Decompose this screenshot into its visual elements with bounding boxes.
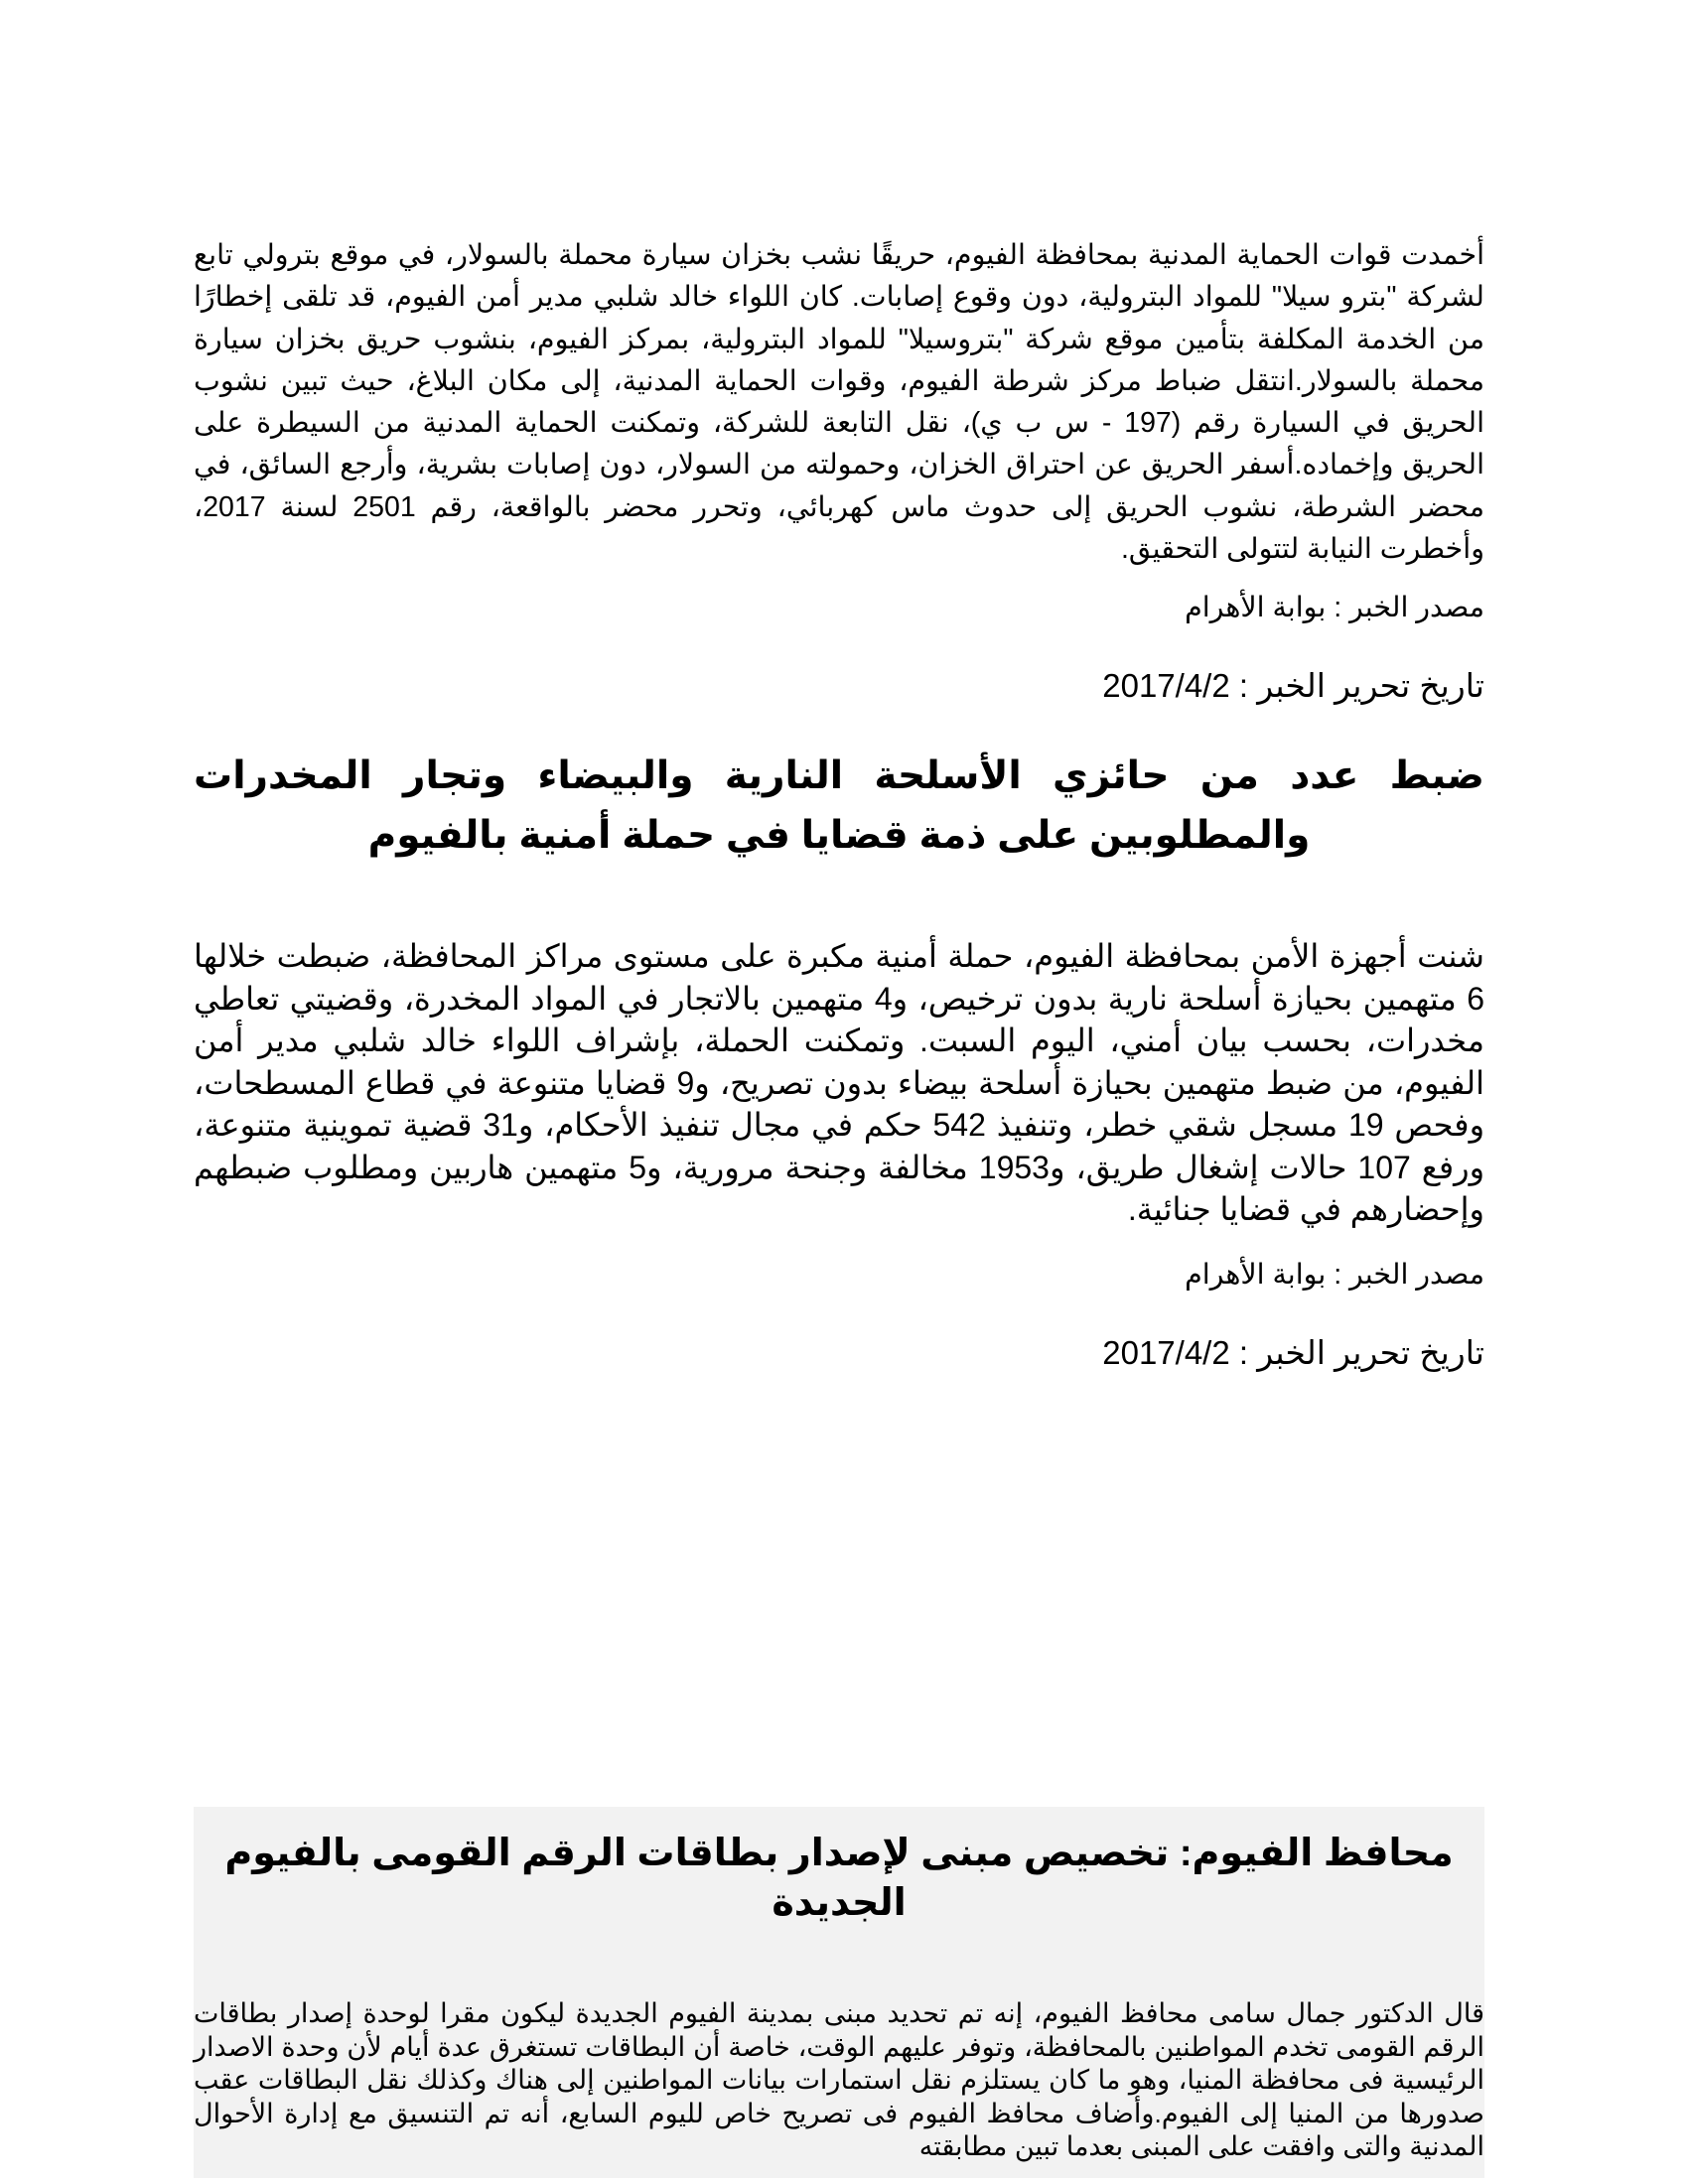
news-article-highlighted [194, 1807, 1484, 2178]
news-article [194, 234, 1484, 707]
article-headline: محافظ الفيوم: تخصيص مبنى لإصدار بطاقات الرقم القومى بالفيوم الجديدة [224, 1833, 1454, 1924]
article-date: تاريخ تحرير الخبر : 2017/4/2 [1102, 667, 1484, 705]
article-source: مصدر الخبر : بوابة الأهرام [1185, 1258, 1484, 1291]
article-date: تاريخ تحرير الخبر : 2017/4/2 [1102, 1333, 1484, 1371]
article-source: مصدر الخبر : بوابة الأهرام [1185, 592, 1484, 624]
document-page [194, 234, 1485, 2161]
article-body: قال الدكتور جمال سامى محافظ الفيوم، إنه تم تحديد مبنى بمدينة الفيوم الجديدة ليكون مقرا لوحدة إصدار بطاقات الرقم القومى تخدم المواطنين بالمحافظة، وتوفر عليهم الوقت، خاصة أن البطاقات تستغرق عدة أيام لأن وحدة الاصدار الرئيسية فى محافظة المنيا، وهو ما كان يستلزم نقل استمارات بيانات المواطنين إلى هناك وكذلك نقل البطاقات عقب صدورها من المنيا إلى الفيوم.وأضاف محافظ الفيوم فى تصريح خاص لليوم السابع، أنه تم التنسيق مع إدارة الأحوال المدنية والتى وافقت على المبنى بعدما تبين مطابقته [194, 1998, 1484, 2161]
article-body: أخمدت قوات الحماية المدنية بمحافظة الفيوم، حريقًا نشب بخزان سيارة محملة بالسولار، في موقع بترولي تابع لشركة "بترو سيلا" للمواد البترولية، دون وقوع إصابات. كان اللواء خالد شلبي مدير أمن الفيوم، قد تلقى إخطارًا من الخدمة المكلفة بتأمين موقع شركة "بتروسيلا" للمواد البترولية، بمركز الفيوم، بنشوب حريق بخزان سيارة محملة بالسولار.انتقل ضباط مركز شرطة الفيوم، وقوات الحماية المدنية، إلى مكان البلاغ، حيث تبين نشوب الحريق في السيارة رقم (197 - س ب ي)، نقل التابعة للشركة، وتمكنت الحماية المدنية من السيطرة على الحريق وإخماده.أسفر الحريق عن احتراق الخزان، وحمولته من السولار، دون إصابات بشرية، وأرجع السائق، في محضر الشرطة، نشوب الحريق إلى حدوث ماس كهربائي، وتحرر محضر بالواقعة، رقم 2501 لسنة 2017، وأخطرت النيابة لتتولى التحقيق. [194, 239, 1484, 566]
news-article [194, 747, 1484, 1374]
article-headline: ضبط عدد من حائزي الأسلحة النارية والبيضاء وتجار المخدرات والمطلوبين على ذمة قضايا في حملة أمنية بالفيوم [194, 754, 1484, 858]
article-body: شنت أجهزة الأمن بمحافظة الفيوم، حملة أمنية مكبرة على مستوى مراكز المحافظة، ضبطت خلالها 6 متهمين بحيازة أسلحة نارية بدون ترخيص، و4 متهمين بالاتجار في المواد المخدرة، وقضيتي تعاطي مخدرات، بحسب بيان أمني، اليوم السبت. وتمكنت الحملة، بإشراف اللواء خالد شلبي مدير أمن الفيوم، من ضبط متهمين بحيازة أسلحة بيضاء بدون تصريح، و9 قضايا متنوعة في قطاع المسطحات، وفحص 19 مسجل شقي خطر، وتنفيذ 542 حكم في مجال تنفيذ الأحكام، و31 قضية تموينية متنوعة، ورفع 107 حالات إشغال طريق، و1953 مخالفة وجنحة مرورية، و5 متهمين هاربين ومطلوب ضبطهم وإحضارهم في قضايا جنائية. [194, 938, 1485, 1228]
